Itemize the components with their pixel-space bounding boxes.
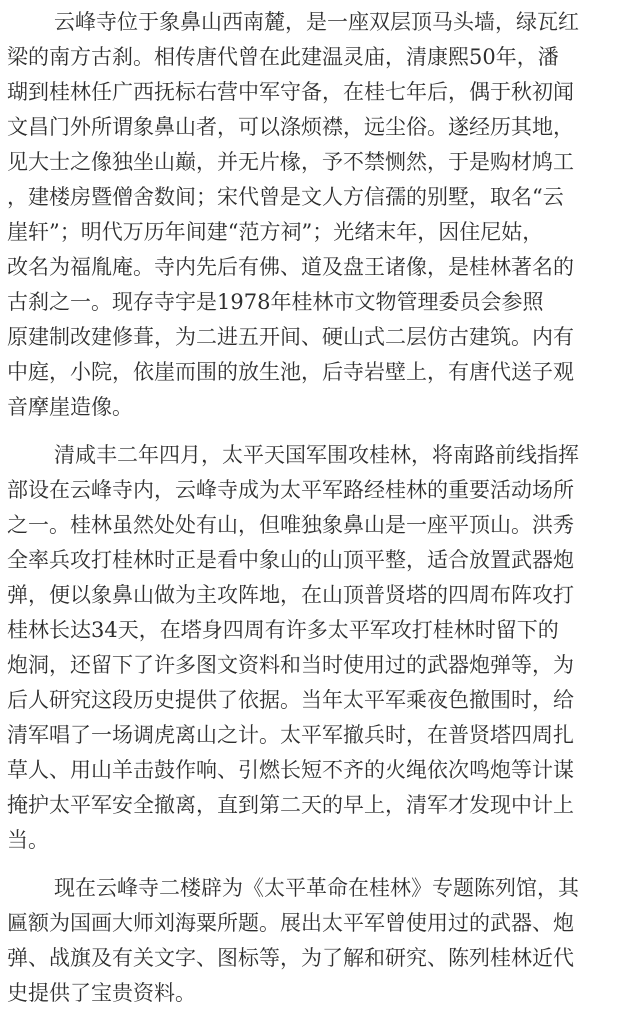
- text-line: 匾额为国画大师刘海粟所题。展出太平军曾使用过的武器、炮: [7, 911, 574, 935]
- text-line: 弹，便以象鼻山做为主攻阵地，在山顶普贤塔的四周布阵攻打: [7, 583, 574, 607]
- text-line: 当。: [7, 828, 49, 852]
- text-line: 炮洞，还留下了许多图文资料和当时使用过的武器炮弹等，为: [7, 653, 574, 677]
- text-line: 崖轩”；明代万历年间建“范方祠”；光绪末年，因住尼姑，: [7, 220, 544, 244]
- text-line: 掩护太平军安全撤离，直到第二天的早上，清军才发现中计上: [7, 793, 574, 817]
- text-line: 音摩崖造像。: [7, 395, 133, 419]
- text-line: 文昌门外所谓象鼻山者，可以涤烦襟，远尘俗。遂经历其地，: [7, 115, 574, 139]
- document-body: [7, 5, 633, 1011]
- text-line: 改名为福胤庵。寺内先后有佛、道及盘王诸像，是桂林著名的: [7, 255, 574, 279]
- text-line: 梁的南方古刹。相传唐代曾在此建温灵庙，清康熙50年，潘: [7, 45, 559, 69]
- paragraph: [7, 438, 633, 858]
- text-line: 之一。桂林虽然处处有山，但唯独象鼻山是一座平顶山。洪秀: [7, 513, 574, 537]
- text-line: 原建制改建修葺，为二进五开间、硬山式二层仿古建筑。内有: [7, 325, 574, 349]
- text-line: 部设在云峰寺内，云峰寺成为太平军路经桂林的重要活动场所: [7, 478, 574, 502]
- text-line: 云峰寺位于象鼻山西南麓，是一座双层顶马头墙，绿瓦红: [54, 10, 579, 34]
- paragraph: [7, 5, 633, 425]
- text-line: 清咸丰二年四月，太平天国军围攻桂林，将南路前线指挥: [54, 443, 579, 467]
- text-line: 后人研究这段历史提供了依据。当年太平军乘夜色撤围时，给: [7, 688, 574, 712]
- text-line: 弹、战旗及有关文字、图标等，为了解和研究、陈列桂林近代: [7, 946, 574, 970]
- paragraph: [7, 871, 633, 1011]
- text-line: 桂林长达34天，在塔身四周有许多太平军攻打桂林时留下的: [7, 618, 559, 642]
- text-line: 古刹之一。现存寺宇是1978年桂林市文物管理委员会参照: [7, 290, 544, 314]
- text-line: 草人、用山羊击鼓作响、引燃长短不齐的火绳依次鸣炮等计谋: [7, 758, 574, 782]
- text-line: 瑚到桂林任广西抚标右营中军守备，在桂七年后，偶于秋初闻: [7, 80, 574, 104]
- text-line: 见大士之像独坐山巅，并无片椽，予不禁恻然，于是购材鸠工: [7, 150, 574, 174]
- text-line: 史提供了宝贵资料。: [7, 981, 196, 1005]
- text-line: 清军唱了一场调虎离山之计。太平军撤兵时，在普贤塔四周扎: [7, 723, 574, 747]
- text-line: 中庭，小院，依崖而围的放生池，后寺岩壁上，有唐代送子观: [7, 360, 574, 384]
- text-line: 全率兵攻打桂林时正是看中象山的山顶平整，适合放置武器炮: [7, 548, 574, 572]
- text-line: 现在云峰寺二楼辟为《太平革命在桂林》专题陈列馆，其: [54, 876, 579, 900]
- text-line: ，建楼房暨僧舍数间；宋代曾是文人方信孺的别墅，取名“云: [7, 185, 564, 209]
